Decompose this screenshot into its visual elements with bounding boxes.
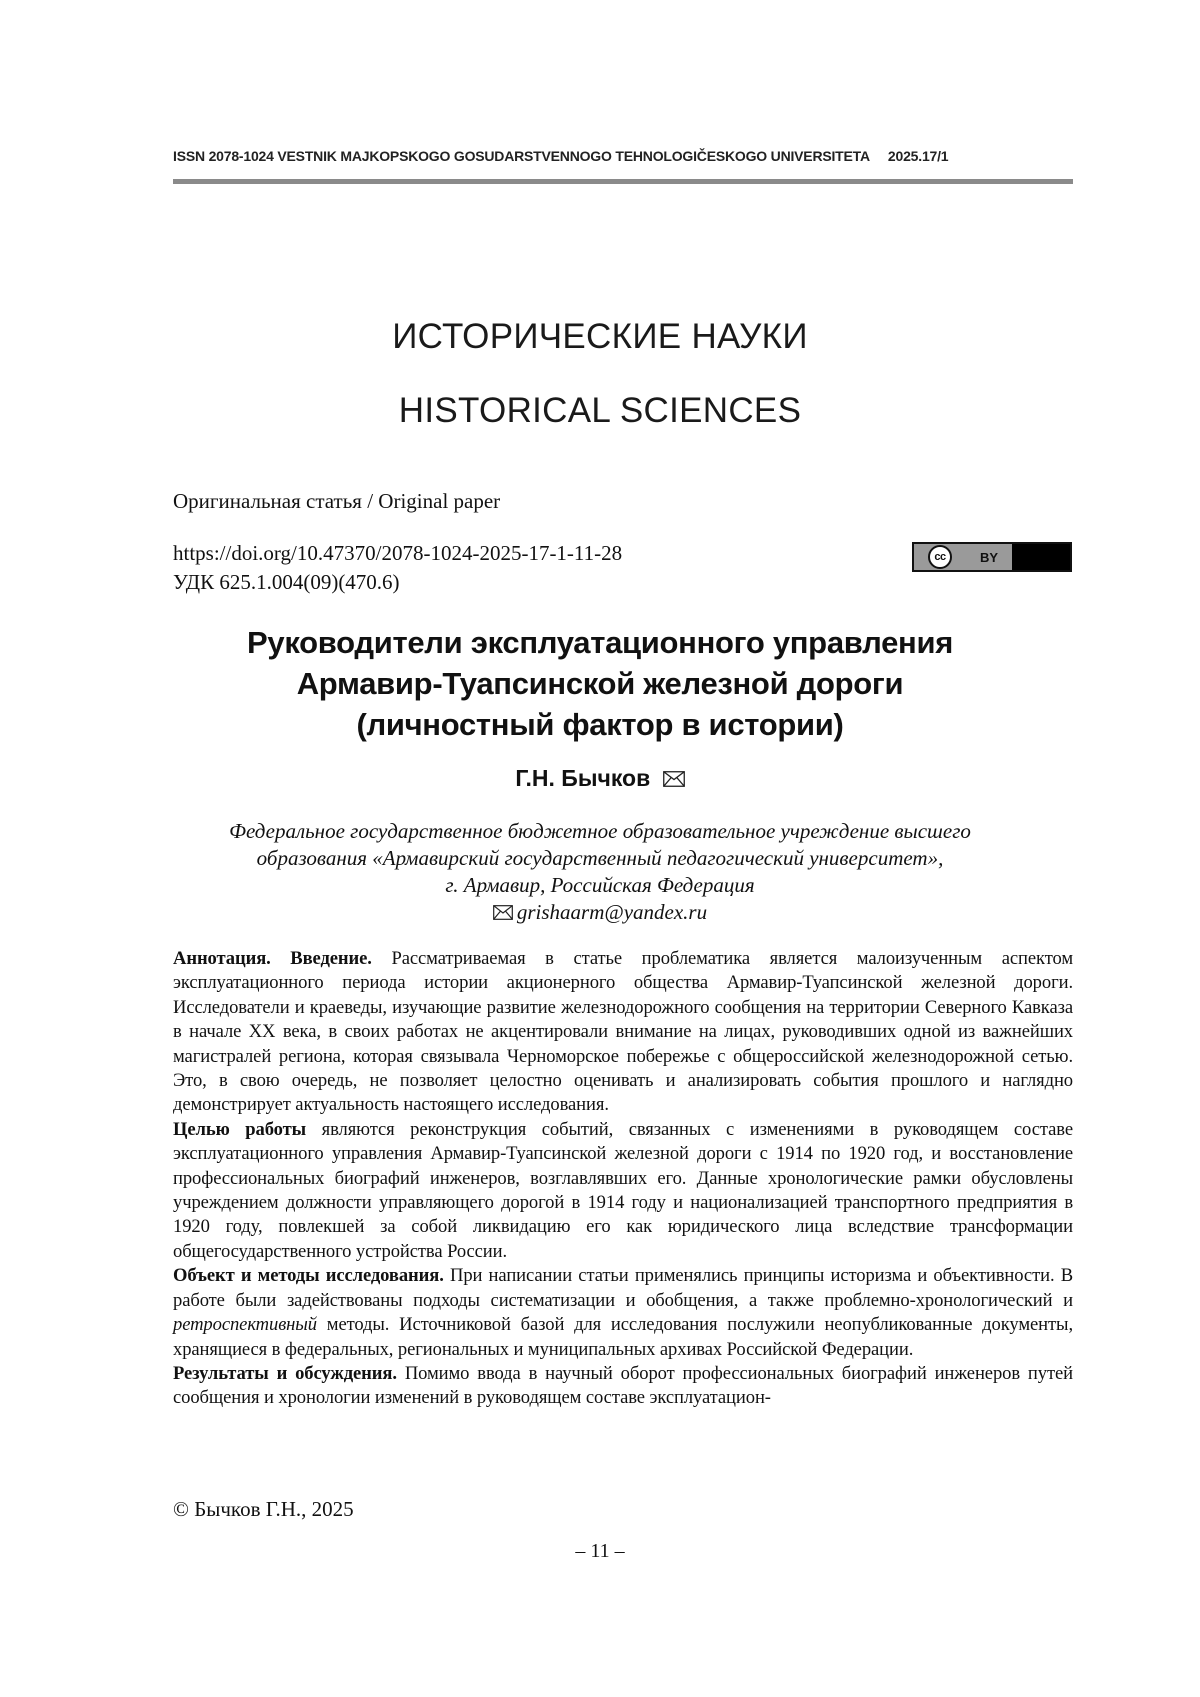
section-title-ru: ИСТОРИЧЕСКИЕ НАУКИ bbox=[392, 317, 808, 356]
abstract-results-label: Результаты и обсуждения. bbox=[173, 1362, 397, 1384]
running-head bbox=[173, 148, 1073, 164]
abstract-methods-text-b: методы. Источниковой базой для исследования послужили неопубликованные документы, хранящиеся в федеральных, региональных и муниципальных архивах Российской Федерации. bbox=[173, 1314, 1073, 1360]
abstract-methods bbox=[173, 1264, 1073, 1362]
abstract-intro-text: Рассматриваемая в статье проблематика является малоизученным аспектом эксплуатационного периода истории акционерного общества Армавир-Туапсинской железной дороги. Исследователи и краеведы, изучающие развитие железнодорожного сообщения на территории Северного Кавказа в начале XX века, в своих работах не акцентировали внимание на лицах, руководивших одной из важнейших магистралей региона, которая связывала Черноморское побережье с общероссийской железнодорожной сетью. Это, в свою очередь, не позволяет целостно оценивать и анализировать события прошлого и наглядно демонстрирует актуальность настоящего исследования. bbox=[173, 948, 1073, 1116]
affiliation-line-2: образования «Армавирский государственный педагогический университет», bbox=[256, 846, 944, 870]
abstract-results bbox=[173, 1362, 1073, 1411]
page-number: – 11 – bbox=[575, 1540, 625, 1562]
abstract-methods-text-a: При написании статьи применялись принципы историзма и объективности. В работе были задействованы подходы систематизации и обобщения, а также проблемно-хронологический и bbox=[173, 1265, 1073, 1311]
abstract-goal bbox=[173, 1118, 1073, 1264]
abstract-intro bbox=[173, 947, 1073, 1118]
affiliation bbox=[0, 818, 1200, 926]
cc-by-license-badge[interactable] bbox=[912, 542, 1072, 572]
affiliation-email-line bbox=[0, 899, 1200, 926]
affiliation-line-3: г. Армавир, Российская Федерация bbox=[445, 873, 755, 897]
abstract-methods-italic: ретроспективный bbox=[173, 1314, 317, 1336]
envelope-icon bbox=[493, 905, 513, 920]
header-rule bbox=[173, 179, 1073, 184]
envelope-icon[interactable] bbox=[663, 771, 685, 787]
abstract-goal-text: являются реконструкция событий, связанных с изменениями в руководящем составе эксплуатационного управления Армавир-Туапсинской железной дороги с 1914 по 1920 год, и восстановление профессиональных биографий инженеров, возглавлявших его. Данные хронологические рамки обусловлены учреждением должности управляющего дорогой в 1914 году и национализацией транспортного предприятия в 1920 году, повлекшей за собой ликвидацию его как юридического лица вследствие трансформации общегосударственного устройства России. bbox=[173, 1118, 1073, 1262]
title-line-3: (личностный фактор в истории) bbox=[356, 707, 844, 742]
title-line-2: Армавир-Туапсинской железной дороги bbox=[296, 666, 904, 701]
author-email[interactable]: grishaarm@yandex.ru bbox=[516, 900, 708, 924]
by-label: BY bbox=[966, 544, 1012, 570]
author-name: Г.Н. Бычков bbox=[515, 765, 651, 791]
copyright-notice: © Бычков Г.Н., 2025 bbox=[173, 1497, 354, 1521]
paper-type: Оригинальная статья / Original paper bbox=[173, 489, 501, 513]
abstract-intro-label: Аннотация. Введение. bbox=[173, 948, 372, 969]
abstract-methods-label: Объект и методы исследования. bbox=[173, 1265, 444, 1287]
affiliation-line-1: Федеральное государственное бюджетное образовательное учреждение высшего bbox=[229, 819, 971, 843]
paper-title bbox=[0, 622, 1200, 745]
cc-icon-area bbox=[914, 544, 966, 570]
issue-number: 2025.17/1 bbox=[887, 148, 949, 164]
cc-icon bbox=[928, 545, 952, 569]
abstract bbox=[173, 947, 1073, 1411]
cc-badge-fill bbox=[1012, 544, 1070, 570]
udk-code: УДК 625.1.004(09)(470.6) bbox=[173, 570, 400, 594]
journal-name: ISSN 2078-1024 VESTNIK MAJKOPSKOGO GOSUDARSTVENNOGO TEHNOLOGIČESKOGO UNIVERSITETA bbox=[173, 148, 870, 164]
doi-link[interactable]: https://doi.org/10.47370/2078-1024-2025-17-1-11-28 bbox=[173, 541, 623, 565]
section-title-en: HISTORICAL SCIENCES bbox=[398, 391, 802, 430]
abstract-results-text: Помимо ввода в научный оборот профессиональных биографий инженеров путей сообщения и хронологии изменений в руководящем составе эксплуатацион- bbox=[173, 1362, 1073, 1409]
cc-label: cc bbox=[934, 551, 946, 563]
abstract-goal-label: Целью работы bbox=[173, 1118, 307, 1140]
author bbox=[0, 765, 1200, 792]
title-line-1: Руководители эксплуатационного управления bbox=[247, 625, 953, 660]
